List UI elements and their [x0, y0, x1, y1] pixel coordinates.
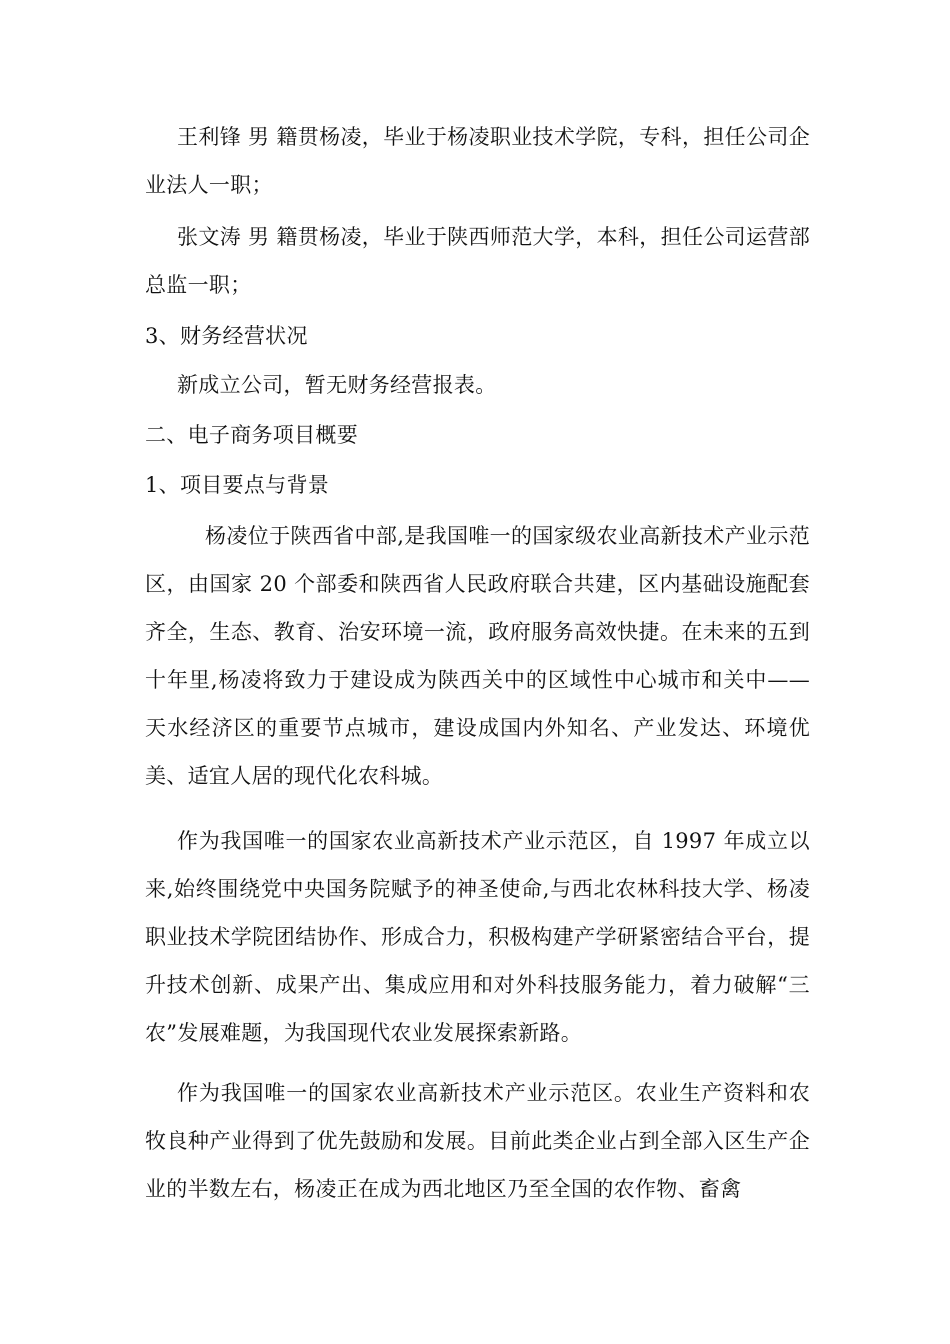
chapter-heading-ecommerce-overview: 二、电子商务项目概要	[145, 423, 358, 447]
paragraph-demonstration-zone-history: 作为我国唯一的国家农业高新技术产业示范区，自 1997 年成立以来,始终围绕党中央国务院赋予的神圣使命,与西北农林科技大学、杨凌职业技术学院团结协作、形成合力，积极构建产学研紧密结合平台，提升技术创新、成果产出、集成应用和对外科技服务能力，着力破解“三农”发展难题，为我国现代农业发展探索新路。	[145, 829, 810, 1045]
paragraph-yangling-location: 杨凌位于陕西省中部,是我国唯一的国家级农业高新技术产业示范区，由国家 20 个部委和陕西省人民政府联合共建，区内基础设施配套齐全，生态、教育、治安环境一流，政府服务高效快捷。在未来的五到十年里,杨凌将致力于建设成为陕西关中的区域性中心城市和关中——天水经济区的重要节点城市，建设成国内外知名、产业发达、环境优美、适宜人居的现代化农科城。	[145, 524, 810, 788]
section-heading-financial-status: 3、财务经营状况	[145, 324, 308, 348]
section-heading-project-background: 1、项目要点与背景	[145, 473, 330, 497]
paragraph-agricultural-industry: 作为我国唯一的国家农业高新技术产业示范区。农业生产资料和农牧良种产业得到了优先鼓励和发展。目前此类企业占到全部入区生产企业的半数左右，杨凌正在成为西北地区乃至全国的农作物、畜禽	[145, 1081, 810, 1201]
paragraph-wang-lifeng: 王利锋 男 籍贯杨凌，毕业于杨凌职业技术学院，专科，担任公司企业法人一职；	[145, 125, 810, 197]
paragraph-zhang-wentao: 张文涛 男 籍贯杨凌，毕业于陕西师范大学，本科，担任公司运营部总监一职；	[145, 225, 810, 297]
paragraph-no-financial-report: 新成立公司，暂无财务经营报表。	[177, 373, 497, 397]
